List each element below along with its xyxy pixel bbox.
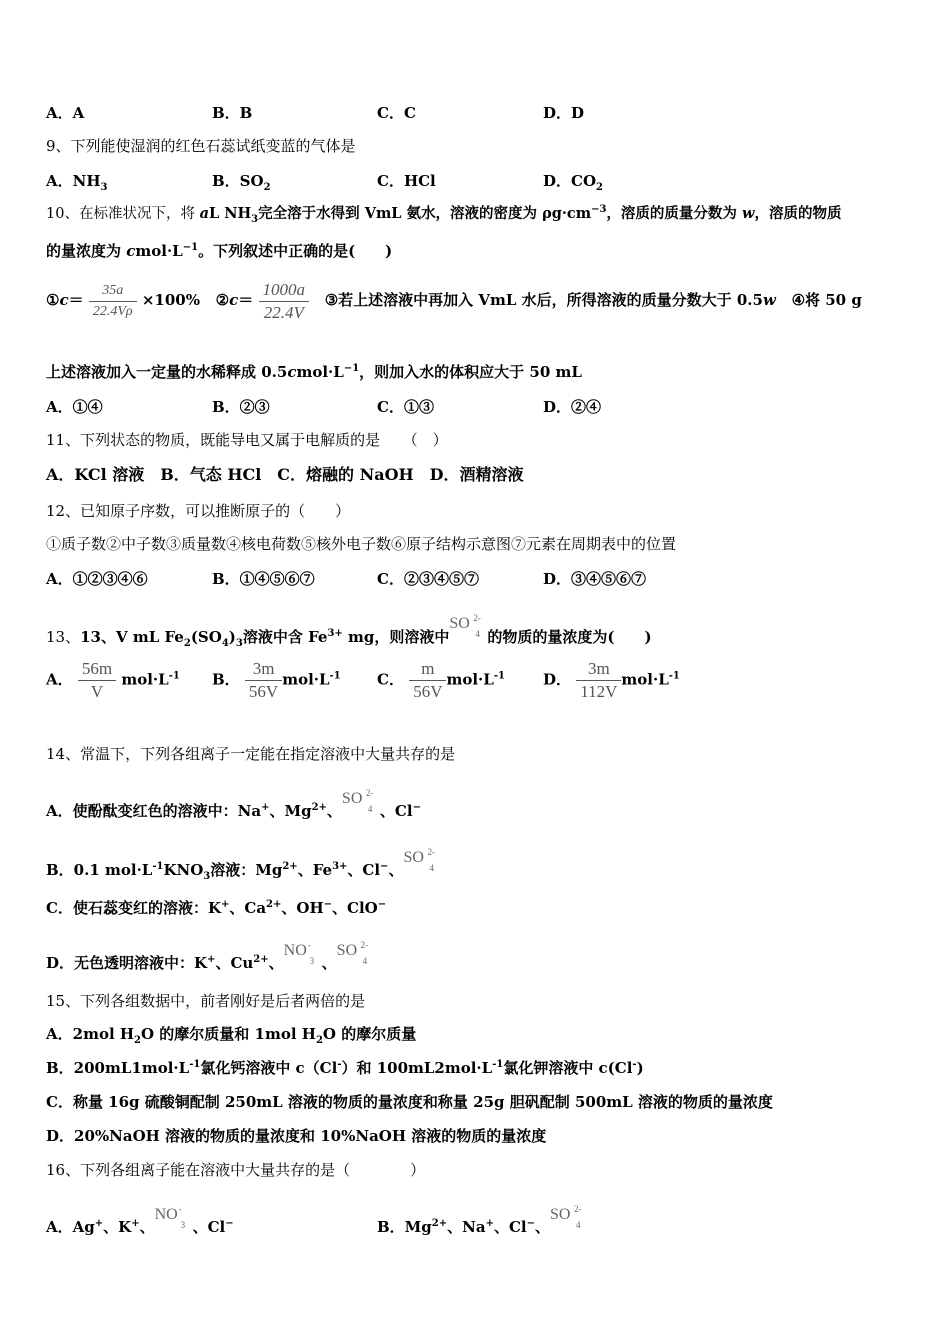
q16-option-a: A．Ag+、K+、 NO - 3 、Cl− <box>46 1200 234 1242</box>
nitrate-ion: NO - 3 <box>283 940 315 966</box>
sulfate-ion: SO 2- 4 <box>550 1204 582 1230</box>
q13-option-d: D． $\frac{3m}{112V}$ $mol\cdot L^{-1}$ <box>543 659 680 701</box>
q12-option-c: C．②③④⑤⑦ <box>377 570 479 588</box>
q12-option-b: B．①④⑤⑥⑦ <box>212 570 315 588</box>
q15-stem: 15、下列各组数据中，前者刚好是后者两倍的是 <box>46 992 366 1010</box>
q10-stem-line4: 上述溶液加入一定量的水稀释成 $0.5cmol\cdot L^{-1}$，则加入水的体积应大于 50 mL <box>46 363 582 381</box>
q9-option-d: D．$CO_2$ <box>543 172 603 193</box>
q12-option-a: A．①②③④⑥ <box>46 570 148 588</box>
q14-option-c: C．使石蕊变红的溶液：K+、$Ca^{2+}$、OH−、ClO− <box>46 899 387 917</box>
q16-stem: 16、下列各组离子能在溶液中大量共存的是（ ） <box>46 1161 426 1179</box>
q13-option-b: B． $\frac{3m}{56V}$ $mol\cdot L^{-1}$ <box>212 659 341 701</box>
q10-s1-fraction: $\frac{35a}{22.4V\rho}$ <box>89 281 137 322</box>
q10-s2-fraction: $\frac{1000a}{22.4V}$ <box>259 279 310 324</box>
q14-stem: 14、常温下，下列各组离子一定能在指定溶液中大量共存的是 <box>46 745 456 763</box>
q15-option-b: B．$200mL1mol\cdot L^{-1}$氯化钙溶液中 c（Cl-）和 $100mL2mol\cdot L^{-1}$氯化钾溶液中 c(Cl-) <box>46 1059 644 1077</box>
q13-stem: 13、13、V mL $Fe_2(SO_4)_3$溶液中含 $Fe^{3+}$ mg，则溶液中 SO 2- 4 的物质的量浓度为( ) <box>46 610 652 651</box>
q12-stem: 12、已知原子序数，可以推断原子的（ ） <box>46 502 351 520</box>
q14-option-a: A．使酚酞变红色的溶液中：Na+、$Mg^{2+}$、 SO 2- 4 、Cl− <box>46 784 421 826</box>
q14-option-d: D．无色透明溶液中：K+、$Cu^{2+}$、 NO - 3 、 SO 2- 4 <box>46 936 375 978</box>
q10-option-d: D．②④ <box>543 398 602 416</box>
q10-option-c: C．①③ <box>377 398 434 416</box>
q15-option-d: D．20%NaOH 溶液的物质的量浓度和 10%NaOH 溶液的物质的量浓度 <box>46 1127 547 1145</box>
q8-option-a: A．A <box>46 104 85 122</box>
nitrate-ion: NO - 3 <box>154 1204 186 1230</box>
q12-items: ①质子数②中子数③质量数④核电荷数⑤核外电子数⑥原子结构示意图⑦元素在周期表中的位置 <box>46 535 677 553</box>
q10-option-b: B．②③ <box>212 398 270 416</box>
q10-option-a: A．①④ <box>46 398 103 416</box>
q11-options: A．KCl 溶液 B．气态 HCl C．熔融的 NaOH D．酒精溶液 <box>46 465 524 484</box>
sulfate-ion: SO 2- 4 <box>403 847 435 873</box>
q9-option-c: C．HCl <box>377 172 436 190</box>
q15-option-c: C．称量 16g 硫酸铜配制 250mL 溶液的物质的量浓度和称量 25g 胆矾配制 500mL 溶液的物质的量浓度 <box>46 1093 773 1111</box>
sulfate-ion: SO 2- 4 <box>449 613 481 639</box>
sulfate-ion: SO 2- 4 <box>341 788 374 814</box>
q10-stem-line1: 10、在标准状况下，将 aL $NH_3$完全溶于水得到 VmL 氨水，溶液的密度为 $\rho g\cdot cm^{-3}$，溶质的质量分数为 w，溶质的物质 <box>46 204 842 225</box>
q9-stem: 9、下列能使湿润的红色石蕊试纸变蓝的气体是 <box>46 137 356 155</box>
q10-stem-line2: 的量浓度为 $cmol\cdot L^{-1}$。下列叙述中正确的是( ) <box>46 242 393 260</box>
q14-option-b: B．0.1 $mol\cdot L^{-1}KNO_3$溶液：$Mg^{2+}$、$Fe^{3+}$、Cl−、 SO 2- 4 <box>46 843 441 885</box>
q11-stem: 11、下列状态的物质，既能导电又属于电解质的是 （ ） <box>46 431 448 449</box>
q13-option-a: A． $\frac{56m}{V}$ $mol\cdot L^{-1}$ <box>46 659 180 701</box>
q13-option-c: C． $\frac{m}{56V}$ $mol\cdot L^{-1}$ <box>377 659 505 701</box>
q9-option-a: A．$NH_3$ <box>46 172 108 193</box>
q12-option-d: D．③④⑤⑥⑦ <box>543 570 647 588</box>
q16-option-b: B．$Mg^{2+}$、Na+、Cl−、 SO 2- 4 <box>377 1200 588 1242</box>
q8-option-d: D．D <box>543 104 585 122</box>
sulfate-ion: SO 2- 4 <box>336 940 369 966</box>
q8-option-c: C．C <box>377 104 416 122</box>
q15-option-a: A．2mol $H_2O$ 的摩尔质量和 1mol $H_2O$ 的摩尔质量 <box>46 1025 417 1046</box>
q8-option-b: B．B <box>212 104 253 122</box>
q10-statements: ①c＝ $\frac{35a}{22.4V\rho}$ ×100% ②c＝ $\frac{1000a}{22.4V}$ ③若上述溶液中再加入 VmL 水后，所得溶液的质量分数大于 0.5w ④将 50 g <box>46 279 862 322</box>
q9-option-b: B．$SO_2$ <box>212 172 271 193</box>
